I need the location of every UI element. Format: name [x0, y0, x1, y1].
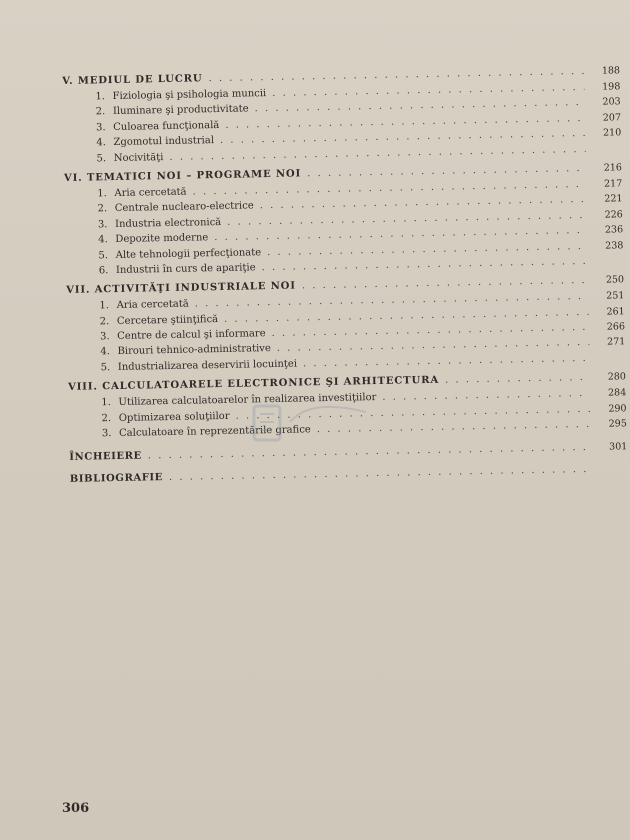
- entry-title: Industrializarea deservirii locuinţei: [117, 358, 298, 373]
- entry-page-number: 251: [606, 290, 625, 302]
- entry-page-number: 203: [602, 96, 621, 109]
- entry-title: VIII. CALCULATOARELE ELECTRONICE ŞI ARHITECTURA: [67, 375, 440, 394]
- entry-title: VI. TEMATICI NOI – PROGRAME NOI: [63, 168, 302, 184]
- entry-page-number: 210: [602, 127, 622, 139]
- page-number: 306: [62, 801, 90, 816]
- entry-title: Industria electronică: [114, 216, 222, 230]
- entry-number: 1.: [97, 188, 107, 200]
- entry-number: 2.: [101, 412, 112, 424]
- entry-title: Optimizarea soluţiilor: [118, 410, 230, 424]
- entry-title: Birouri tehnico-administrative: [117, 343, 271, 358]
- entry-number: 3.: [97, 218, 108, 231]
- entry-number: 3.: [101, 428, 112, 440]
- entry-title: Calculatoare în reprezentările grafice: [118, 424, 311, 440]
- entry-title: Fiziologia şi psihologia muncii: [112, 88, 267, 103]
- entry-title: V. MEDIUL DE LUCRU: [62, 73, 203, 87]
- entry-page-number: 216: [603, 162, 623, 174]
- entry-page-number: [594, 263, 624, 264]
- entry-number: 5.: [100, 361, 111, 374]
- entry-page-number: 295: [608, 418, 627, 430]
- entry-number: 4.: [96, 137, 106, 149]
- entry-page-number: 284: [607, 387, 627, 399]
- entry-number: 1.: [99, 300, 110, 312]
- entry-title: Aria cercetată: [116, 298, 189, 312]
- entry-title: Alte tehnologii perfecţionate: [115, 246, 262, 261]
- entry-page-number: 266: [606, 321, 626, 333]
- entry-page-number: [598, 471, 628, 472]
- entry-number: 3.: [99, 331, 110, 343]
- entry-page-number: 188: [601, 65, 621, 77]
- entry-page-number: 221: [604, 193, 623, 205]
- entry-title: Industrii în curs de apariţie: [115, 262, 256, 276]
- entry-page-number: [596, 360, 626, 361]
- entry-page-number: 290: [608, 402, 627, 415]
- entry-title: Utilizarea calculatoarelor în realizarea investiţiilor: [118, 392, 377, 409]
- entry-page-number: 217: [603, 178, 623, 190]
- entry-number: 2.: [99, 315, 110, 328]
- entry-number: 6.: [98, 265, 109, 277]
- entry-title: Aria cercetată: [114, 186, 187, 199]
- entry-title: Centre de calcul şi informare: [117, 328, 266, 343]
- entry-number: 5.: [96, 152, 107, 164]
- entry-number: 4.: [100, 346, 111, 358]
- entry-number: 2.: [95, 106, 106, 118]
- entry-number: 1.: [101, 397, 111, 409]
- dot-leader: [169, 462, 592, 486]
- entry-title: Iluminare şi productivitate: [112, 103, 249, 118]
- entry-number: 3.: [95, 121, 106, 134]
- entry-title: BIBLIOGRAFIE: [69, 471, 164, 485]
- entry-page-number: 198: [602, 81, 621, 93]
- entry-page-number: 207: [602, 112, 622, 124]
- entry-number: 4.: [98, 234, 108, 246]
- entry-title: Depozite moderne: [115, 232, 209, 246]
- entry-page-number: [592, 151, 622, 152]
- entry-title: Nocivităţi: [113, 151, 164, 164]
- entry-page-number: 261: [606, 305, 625, 318]
- entry-title: Culoarea funcţională: [113, 119, 220, 133]
- entry-title: Cercetare ştiinţifică: [116, 313, 219, 327]
- entry-page-number: 301: [609, 441, 628, 453]
- entry-page-number: 271: [607, 336, 626, 349]
- entry-page-number: 226: [604, 208, 623, 221]
- entry-number: 5.: [98, 249, 109, 261]
- entry-page-number: 238: [605, 239, 624, 252]
- entry-number: 1.: [95, 91, 106, 103]
- entry-title: ÎNCHEIERE: [69, 450, 142, 464]
- entry-title: VII. ACTIVITĂŢI INDUSTRIALE NOI: [66, 280, 297, 297]
- entry-title: Zgomotul industrial: [113, 135, 215, 149]
- entry-page-number: 236: [604, 224, 624, 236]
- entry-title: Centrale nuclearo-electrice: [114, 200, 254, 215]
- entry-page-number: 250: [605, 274, 625, 286]
- back-matter-heading: [70, 461, 628, 487]
- entry-page-number: 280: [607, 371, 627, 383]
- watermark-book-icon: [250, 392, 370, 448]
- entry-number: 2.: [97, 203, 108, 215]
